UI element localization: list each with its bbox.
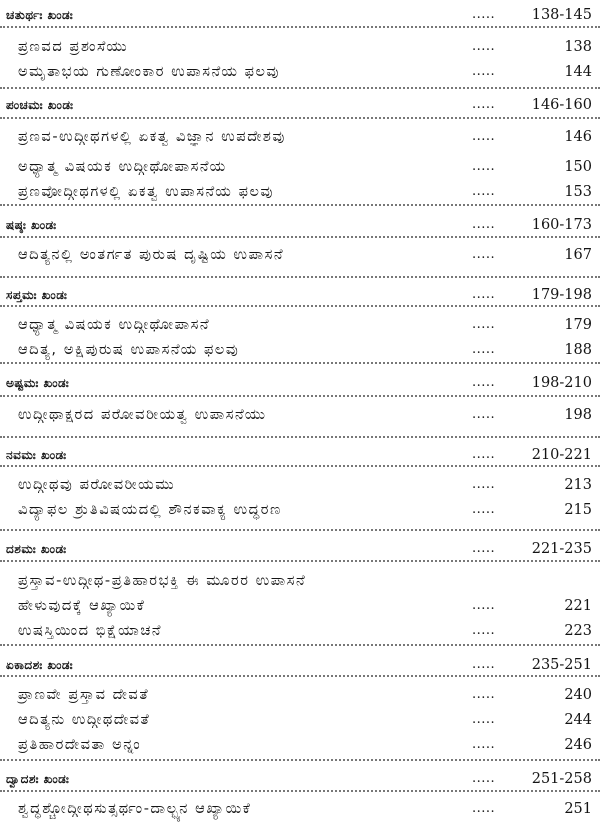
toc-section-row [0,653,600,677]
leader-dots: ..... [472,342,496,357]
section-heading: ದಶಮಃ ಖಂಡಃ [6,542,67,556]
leader-dots: ..... [472,477,496,492]
toc-entry-row [0,708,600,732]
dotted-divider [0,87,600,89]
page-number: 188 [564,342,592,358]
page-number: 198 [564,407,592,423]
section-heading: ಅಷ್ಟಮಃ ಖಂಡಃ [6,376,70,390]
leader-dots: ..... [472,687,496,702]
page-range: 179-198 [531,287,592,303]
leader-dots: ..... [472,247,496,262]
dotted-divider [0,529,600,531]
page-number: 138 [564,39,592,55]
leader-dots: ..... [472,712,496,727]
toc-section-row [0,443,600,467]
toc-entry-row [0,338,600,362]
toc-entry-row [0,594,600,618]
toc-entry-row [0,797,600,821]
page-range: 221-235 [531,541,592,557]
leader-dots: ..... [472,657,496,672]
entry-title: ಪ್ರಣವದ ಪ್ರಶಂಸೆಯು [18,39,129,55]
entry-title: ಪ್ರಸ್ತಾವ-ಉದ್ಗೀಥ-ಪ್ರತಿಹಾರಭಕ್ತಿ ಈ ಮೂರರ ಉಪಾಸನೆ [18,573,307,589]
leader-dots: ..... [472,541,496,556]
dotted-divider [0,790,600,792]
toc-entry-row [0,313,600,337]
page-number: 244 [564,712,592,728]
leader-dots: ..... [472,801,496,816]
page-number: 221 [564,598,592,614]
dotted-divider [0,675,600,677]
entry-title: ಹೇಳುವುದಕ್ಕೆ ಆಖ್ಯಾಯಿಕೆ [18,598,146,614]
toc-entry-row [0,35,600,59]
leader-dots: ..... [472,598,496,613]
dotted-divider [0,560,600,562]
dotted-divider [0,465,600,467]
dotted-divider [0,436,600,438]
leader-dots: ..... [472,7,496,22]
page-range: 251-258 [531,771,592,787]
entry-title: ಆದಿತ್ಯ, ಅಕ್ಷಿಪುರುಷ ಉಪಾಸನೆಯ ಫಲವು [18,342,240,358]
entry-title: ಉಷಸ್ತಿಯಿಂದ ಭಿಕ್ಷೆಯಾಚನೆ [18,623,163,639]
leader-dots: ..... [472,737,496,752]
leader-dots: ..... [472,623,496,638]
entry-title: ವಿದ್ಯಾಫಲ ಶ್ರುತಿವಿಷಯದಲ್ಲಿ ಶೌನಕವಾಕ್ಯ ಉದ್ಧರಣ [18,502,282,518]
leader-dots: ..... [472,317,496,332]
toc-section-row [0,283,600,307]
page-number: 167 [564,247,592,263]
section-heading: ಚತುರ್ಥಃ ಖಂಡಃ [6,8,74,22]
leader-dots: ..... [472,217,496,232]
leader-dots: ..... [472,129,496,144]
section-heading: ದ್ವಾದಶಃ ಖಂಡಃ [6,772,70,786]
entry-title: ಅಧ್ಯಾತ್ಮ ವಿಷಯಕ ಉದ್ಗೀಥೋಪಾಸನೆಯ [18,159,227,175]
dotted-divider [0,395,600,397]
page-range: 198-210 [531,375,592,391]
dotted-divider [0,117,600,119]
section-heading: ಏಕಾದಶಃ ಖಂಡಃ [6,658,74,672]
dotted-divider [0,759,600,761]
page-number: 153 [564,184,592,200]
section-heading: ನವಮಃ ಖಂಡಃ [6,448,67,462]
dotted-divider [0,305,600,307]
toc-entry-row [0,473,600,497]
dotted-divider [0,362,600,364]
page-number: 150 [564,159,592,175]
toc-entry-row [0,683,600,707]
section-heading: ಪಂಚಮಃ ಖಂಡಃ [6,98,74,112]
dotted-divider [0,276,600,278]
page-range: 210-221 [531,447,592,463]
entry-title: ಪ್ರತಿಹಾರದೇವತಾ ಅನ್ನಂ [18,737,142,753]
page-number: 251 [564,801,592,817]
leader-dots: ..... [472,375,496,390]
section-heading: ಸಪ್ತಮಃ ಖಂಡಃ [6,288,68,302]
page-number: 213 [564,477,592,493]
dotted-divider [0,644,600,646]
page-number: 144 [564,64,592,80]
dotted-divider [0,236,600,238]
entry-title: ಆದಿತ್ಯನು ಉದ್ಗೀಥದೇವತೆ [18,712,151,728]
toc-section-row [0,213,600,237]
entry-title: ಉದ್ಗೀಥಾಕ್ಷರದ ಪರೋವರೀಯತ್ವ ಉಪಾಸನೆಯು [18,407,267,423]
entry-title: ಪ್ರಣವ-ಉದ್ಗೀಥಗಳಲ್ಲಿ ಏಕತ್ವ ವಿಜ್ಞಾನ ಉಪದೇಶವು [18,129,286,145]
page-range: 160-173 [531,217,592,233]
toc-entry-row [0,243,600,267]
entry-title: ಅಮೃತಾಭಯ ಗುಣೋಂಕಾರ ಉಪಾಸನೆಯ ಫಲವು [18,64,280,80]
toc-entry-row [0,619,600,643]
entry-title: ಪ್ರಣವೋದ್ಗೀಥಗಳಲ್ಲಿ ಏಕತ್ವ ಉಪಾಸನೆಯ ಫಲವು [18,184,274,200]
toc-entry-row [0,125,600,149]
page-number: 240 [564,687,592,703]
toc-section-row [0,767,600,791]
toc-entry-row [0,403,600,427]
toc-section-row [0,93,600,117]
page-number: 246 [564,737,592,753]
toc-section-row [0,537,600,561]
dotted-divider [0,26,600,28]
dotted-divider [0,204,600,206]
leader-dots: ..... [472,39,496,54]
entry-title: ಶ್ವದ್ಧಶ್ಚೋದ್ಗೀಥಸುತ್ಸರ್ಥಂ-ದಾಲ್ಭ್ಯನ ಆಖ್ಯಾಯಿಕೆ [18,801,252,817]
entry-title: ಉದ್ಗೀಥವು ಪರೋವರೀಯಮು [18,477,176,493]
toc-section-row [0,3,600,27]
page-range: 138-145 [531,7,592,23]
leader-dots: ..... [472,502,496,517]
leader-dots: ..... [472,159,496,174]
leader-dots: ..... [472,287,496,302]
entry-title: ಆದಿತ್ಯನಲ್ಲಿ ಅಂತರ್ಗತ ಪುರುಷ ದೃಷ್ಟಿಯ ಉಪಾಸನೆ [18,247,285,263]
toc-entry-row [0,569,600,593]
page-number: 223 [564,623,592,639]
entry-title: ಪ್ರಾಣವೇ ಪ್ರಸ್ತಾವ ದೇವತೆ [18,687,150,703]
page-number: 146 [564,129,592,145]
section-heading: ಷಷ್ಠಃ ಖಂಡಃ [6,218,57,232]
toc-section-row [0,371,600,395]
leader-dots: ..... [472,184,496,199]
leader-dots: ..... [472,447,496,462]
leader-dots: ..... [472,64,496,79]
page-range: 146-160 [531,97,592,113]
leader-dots: ..... [472,97,496,112]
leader-dots: ..... [472,407,496,422]
toc-entry-row [0,498,600,522]
page-range: 235-251 [531,657,592,673]
leader-dots: ..... [472,771,496,786]
page-number: 179 [564,317,592,333]
toc-entry-row [0,155,600,179]
toc-entry-row [0,60,600,84]
page-number: 215 [564,502,592,518]
entry-title: ಆಧ್ಯಾತ್ಮ ವಿಷಯಕ ಉದ್ಗೀಥೋಪಾಸನೆ [18,317,211,333]
toc-entry-row [0,733,600,757]
toc-entry-row [0,180,600,204]
